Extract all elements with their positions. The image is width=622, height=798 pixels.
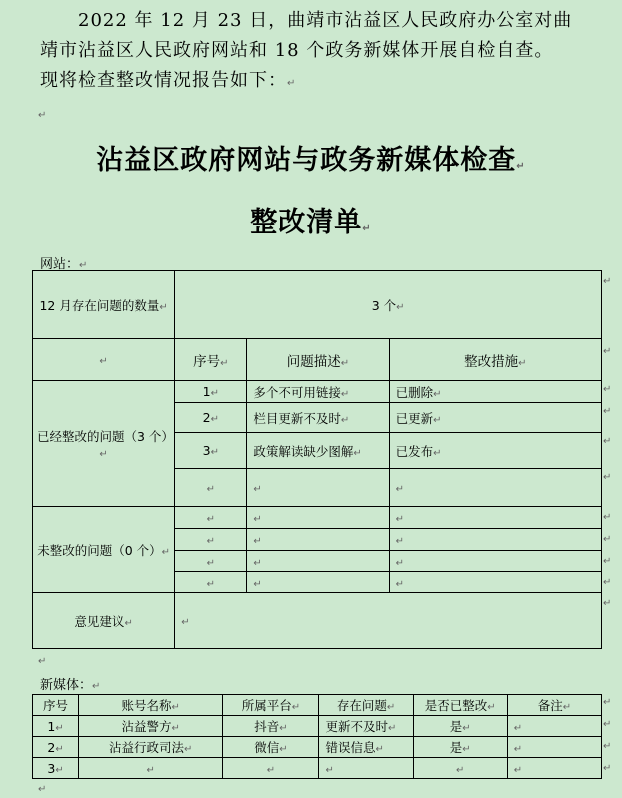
table-row <box>33 507 602 529</box>
row-end-mark: ↵ <box>603 763 612 774</box>
empty-cell: ↵ <box>175 572 247 593</box>
paragraph-mark: ↵ <box>287 78 297 89</box>
website-check-table <box>32 270 602 649</box>
fixed-desc: 多个不可用链接↵ <box>247 381 389 403</box>
media-note: ↵ <box>507 716 601 737</box>
media-fixed: 是↵ <box>413 716 507 737</box>
table-row <box>33 758 602 779</box>
media-header-fixed: 是否已整改↵ <box>413 695 507 716</box>
media-header-note: 备注↵ <box>507 695 601 716</box>
media-no: 1↵ <box>33 716 79 737</box>
media-issue: 错误信息↵ <box>319 737 413 758</box>
empty-cell: ↵ <box>389 551 601 572</box>
media-issue: ↵ <box>319 758 413 779</box>
media-note: ↵ <box>507 758 601 779</box>
empty-cell: ↵ <box>247 551 389 572</box>
page-title-line-1: 沾益区政府网站与政务新媒体检查↵ <box>96 145 526 176</box>
table-header-row <box>33 695 602 716</box>
media-fixed: 是↵ <box>413 737 507 758</box>
header-desc: 问题描述↵ <box>247 339 389 381</box>
fixed-measure: 已发布↵ <box>389 433 601 469</box>
media-platform: ↵ <box>223 758 319 779</box>
issue-count-label: 12 月存在问题的数量↵ <box>33 271 175 339</box>
fixed-no: 1↵ <box>175 381 247 403</box>
empty-cell: ↵ <box>175 507 247 529</box>
row-end-mark: ↵ <box>603 741 612 752</box>
media-note: ↵ <box>507 737 601 758</box>
row-end-mark: ↵ <box>603 384 612 395</box>
media-name: 沾益行政司法↵ <box>79 737 223 758</box>
intro-line-1: 2022 年 12 月 23 日，曲靖市沾益区人民政府办公室对曲 <box>78 10 573 31</box>
unfixed-issues-label: 未整改的问题（0 个）↵ <box>33 507 175 593</box>
fixed-measure: 已更新↵ <box>389 403 601 433</box>
media-header-issue: 存在问题↵ <box>319 695 413 716</box>
row-end-mark: ↵ <box>603 719 612 730</box>
row-end-mark: ↵ <box>603 598 612 609</box>
row-end-mark: ↵ <box>603 556 612 567</box>
table-row <box>33 716 602 737</box>
media-no: 2↵ <box>33 737 79 758</box>
suggestion-label: 意见建议↵ <box>33 593 175 649</box>
empty-cell: ↵ <box>389 572 601 593</box>
table-row <box>33 381 602 403</box>
row-end-mark: ↵ <box>603 577 612 588</box>
empty-cell: ↵ <box>247 572 389 593</box>
media-label: 新媒体：↵ <box>40 678 101 693</box>
media-name: 沾益警方↵ <box>79 716 223 737</box>
row-end-mark: ↵ <box>603 346 612 357</box>
paragraph-mark: ↵ <box>38 784 47 795</box>
page-title-line-2: 整改清单↵ <box>250 207 372 238</box>
paragraph-mark: ↵ <box>38 110 47 121</box>
header-no: 序号↵ <box>175 339 247 381</box>
intro-paragraph <box>40 6 612 99</box>
issue-count-value: 3 个↵ <box>175 271 602 339</box>
row-end-mark: ↵ <box>603 534 612 545</box>
intro-line-2: 靖市沾益区人民政府网站和 18 个政务新媒体开展自检自查。 <box>40 40 554 61</box>
fixed-issues-label: 已经整改的问题（3 个）↵ <box>33 381 175 507</box>
media-platform: 抖音↵ <box>223 716 319 737</box>
fixed-measure: 已删除↵ <box>389 381 601 403</box>
intro-line-3: 现将检查整改情况报告如下： <box>40 70 287 91</box>
fixed-no: 3↵ <box>175 433 247 469</box>
media-fixed: ↵ <box>413 758 507 779</box>
paragraph-mark: ↵ <box>38 656 47 667</box>
fixed-no: 2↵ <box>175 403 247 433</box>
header-measure: 整改措施↵ <box>389 339 601 381</box>
empty-cell: ↵ <box>389 469 601 507</box>
media-issue: 更新不及时↵ <box>319 716 413 737</box>
row-end-mark: ↵ <box>603 406 612 417</box>
fixed-desc: 栏目更新不及时↵ <box>247 403 389 433</box>
empty-cell: ↵ <box>33 339 175 381</box>
empty-cell: ↵ <box>175 551 247 572</box>
fixed-desc: 政策解读缺少图解↵ <box>247 433 389 469</box>
media-check-table <box>32 694 602 779</box>
row-end-mark: ↵ <box>603 276 612 287</box>
empty-cell: ↵ <box>389 507 601 529</box>
empty-cell: ↵ <box>247 469 389 507</box>
table-row <box>33 737 602 758</box>
media-header-no: 序号 <box>33 695 79 716</box>
row-end-mark: ↵ <box>603 512 612 523</box>
media-header-name: 账号名称↵ <box>79 695 223 716</box>
row-end-mark: ↵ <box>603 472 612 483</box>
media-platform: 微信↵ <box>223 737 319 758</box>
media-name: ↵ <box>79 758 223 779</box>
website-label: 网站：↵ <box>40 257 88 272</box>
empty-cell: ↵ <box>247 529 389 551</box>
suggestion-value: ↵ <box>175 593 602 649</box>
empty-cell: ↵ <box>175 529 247 551</box>
table-row <box>33 271 602 339</box>
table-row <box>33 593 602 649</box>
row-end-mark: ↵ <box>603 697 612 708</box>
table-header-row <box>33 339 602 381</box>
empty-cell: ↵ <box>175 469 247 507</box>
media-no: 3↵ <box>33 758 79 779</box>
empty-cell: ↵ <box>389 529 601 551</box>
row-end-mark: ↵ <box>603 436 612 447</box>
media-header-platform: 所属平台↵ <box>223 695 319 716</box>
empty-cell: ↵ <box>247 507 389 529</box>
